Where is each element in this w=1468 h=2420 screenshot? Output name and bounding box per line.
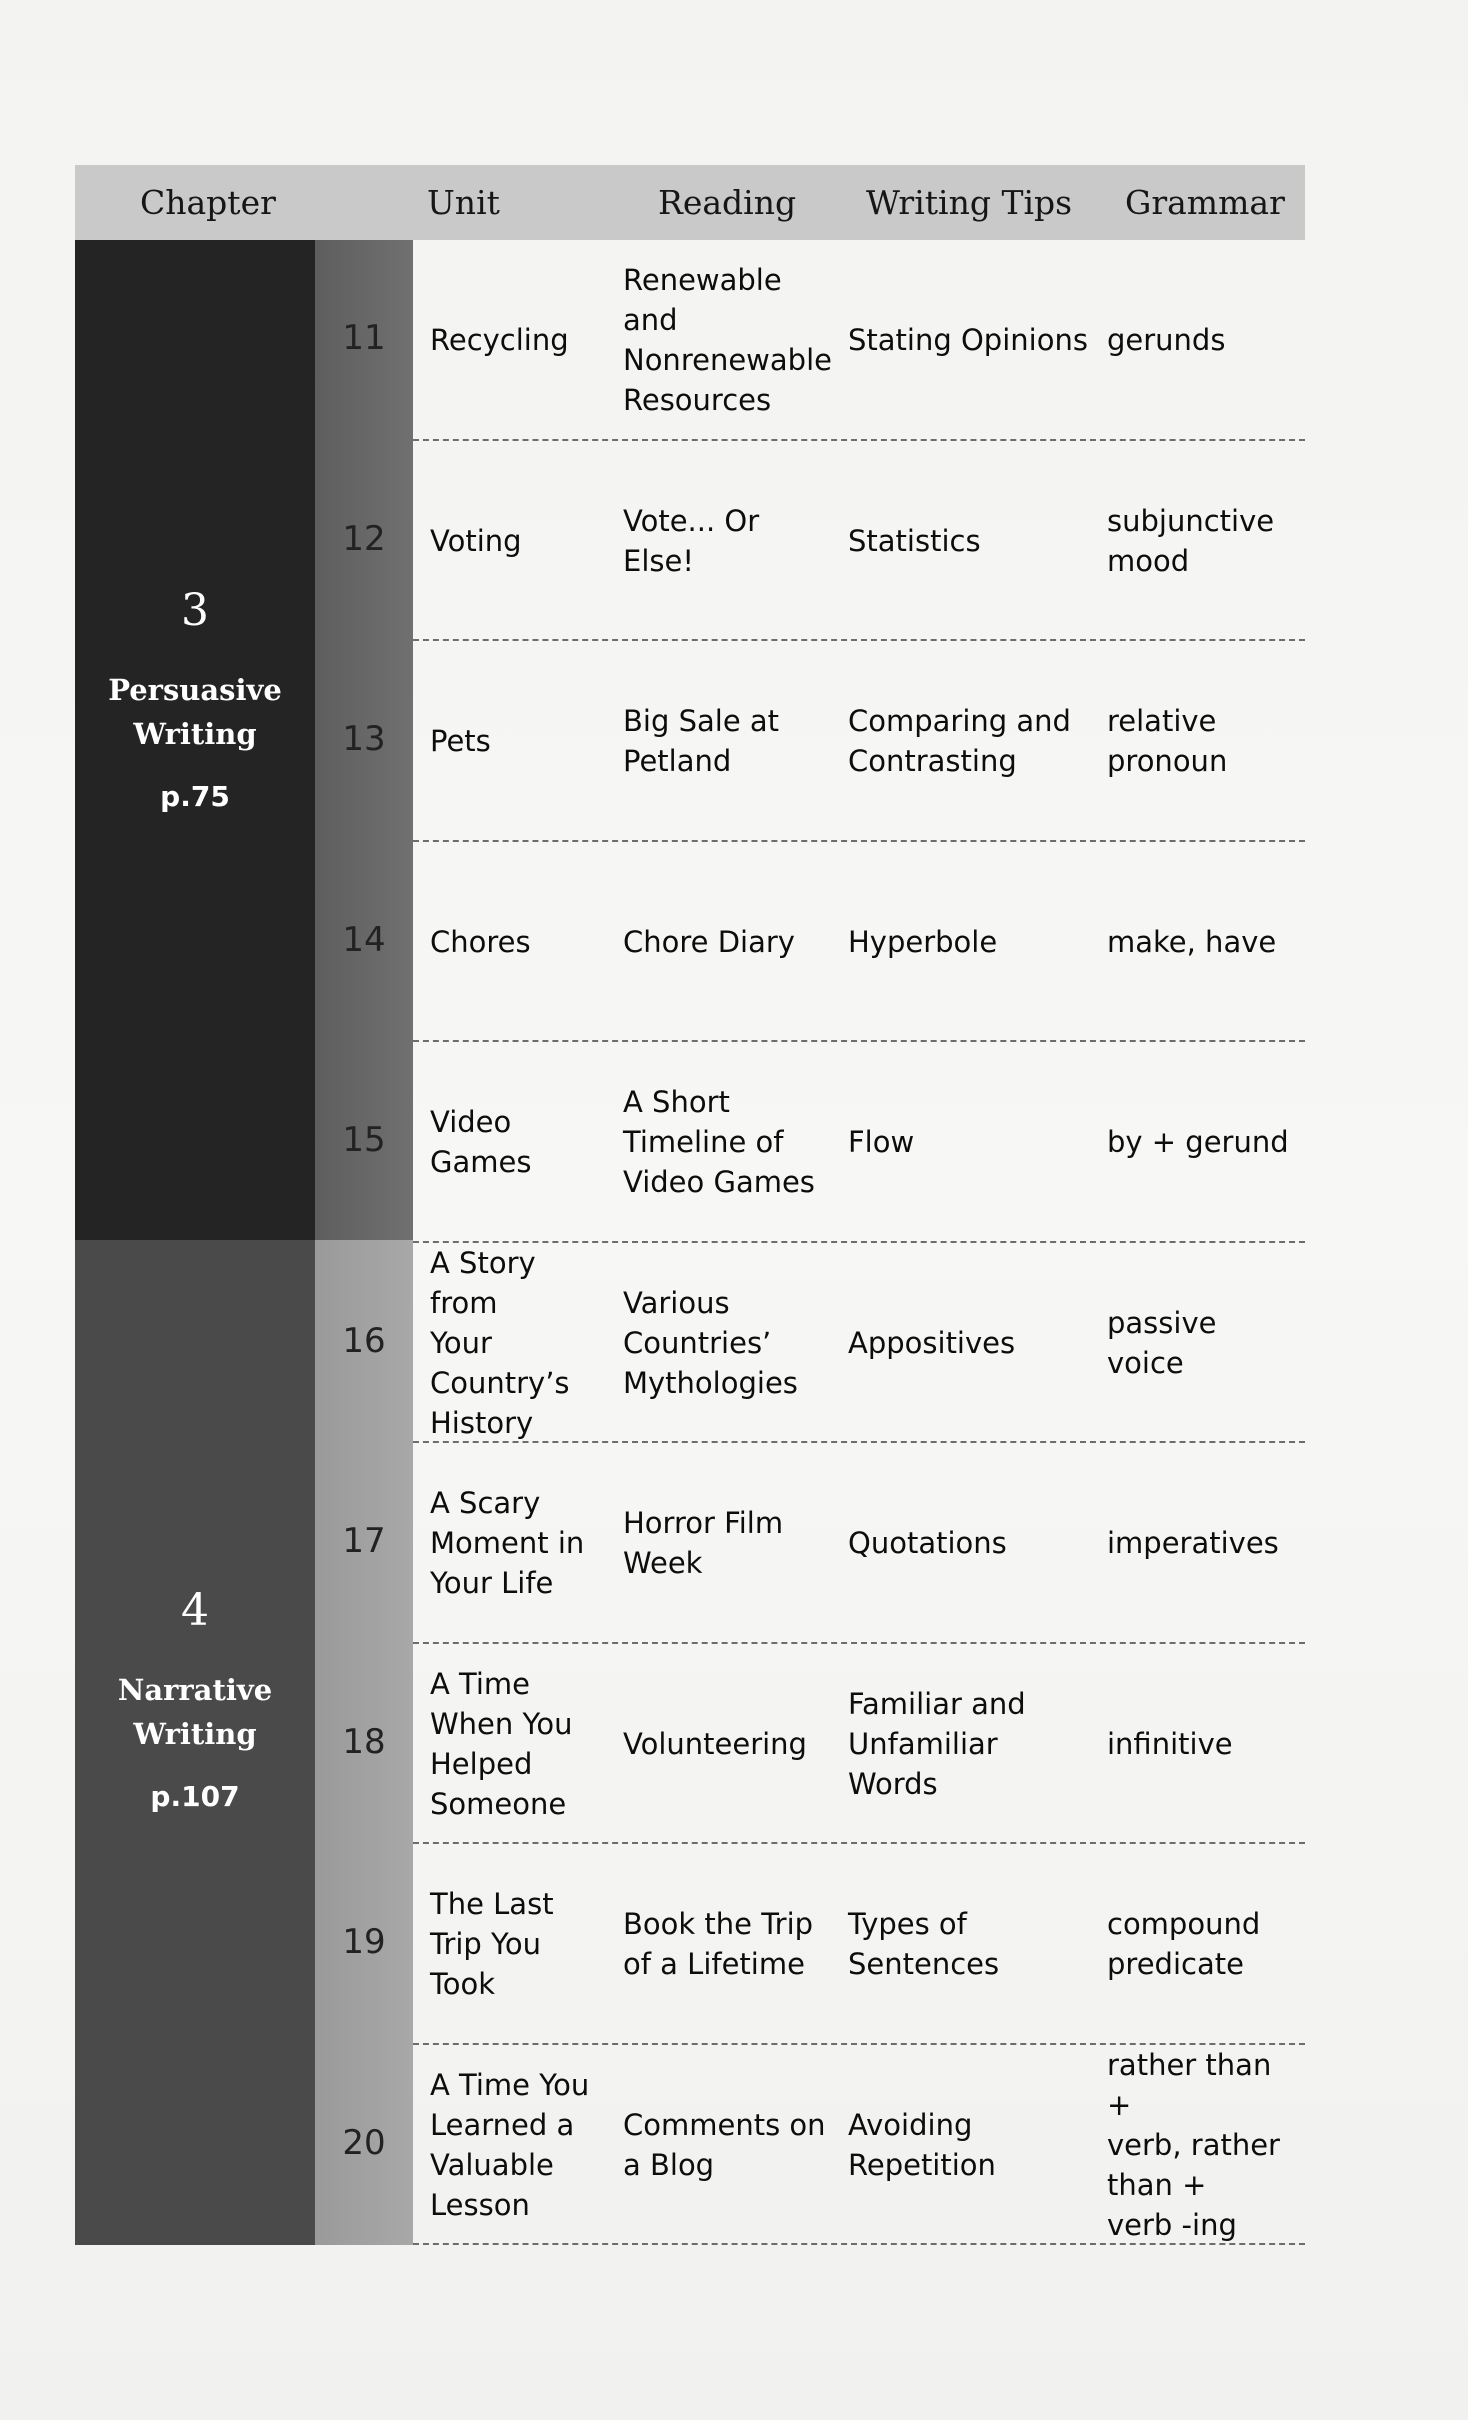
writing-tip [848,641,1088,842]
unit-number: 19 [342,1922,386,1963]
writing-tip-line: Comparing and [848,704,1071,739]
unit-title [430,1443,615,1644]
unit-title-line: Chores [430,924,531,959]
reading-title-line: a Blog [623,2147,715,2182]
unit-title-line: A Scary [430,1486,541,1521]
chapter-page: p.107 [150,1780,240,1813]
reading-title [623,641,833,842]
reading-title-line: of a Lifetime [623,1947,805,1982]
table-row [75,1243,1305,1444]
table-row [75,2045,1305,2246]
unit-title [430,1243,615,1444]
writing-tip-line: Repetition [848,2147,996,2182]
table-row [75,842,1305,1043]
reading-title [623,1644,833,1845]
header-chapter: Chapter [140,183,276,222]
unit-title-line: Took [430,1967,496,2002]
unit-title-line: A Story [430,1245,536,1280]
reading-title [623,1443,833,1644]
writing-tip-line: Quotations [848,1526,1007,1561]
writing-tip-line: Contrasting [848,744,1017,779]
unit-title-line: Your [430,1325,492,1360]
grammar-point-line: mood [1107,543,1190,578]
unit-title-line: Video [430,1105,512,1140]
reading-title-line: Mythologies [623,1365,798,1400]
table-row [75,441,1305,642]
writing-tip-line: Stating Opinions [848,323,1088,358]
reading-title [623,2045,833,2246]
unit-number: 14 [342,919,386,960]
table-row [75,1844,1305,2045]
writing-tip-line: Sentences [848,1947,1000,1982]
unit-title-line: The Last [430,1887,554,1922]
header-grammar: Grammar [1125,183,1285,222]
grammar-point [1107,1243,1302,1444]
unit-number: 13 [342,719,386,760]
header-unit: Unit [427,183,500,222]
unit-title [430,240,615,441]
unit-number: 12 [342,518,386,559]
grammar-point-line: imperatives [1107,1526,1279,1561]
writing-tip [848,842,1088,1043]
unit-title-line: Pets [430,724,491,759]
chapter-title-line1: Narrative [117,1673,273,1707]
reading-title-line: Timeline of [623,1125,784,1160]
unit-title [430,1042,615,1243]
reading-title-line: and [623,303,678,338]
unit-title-line: Trip You [430,1927,542,1962]
grammar-point [1107,240,1302,441]
writing-tip-line: Unfamiliar Words [848,1726,998,1801]
unit-title-line: Your Life [430,1566,554,1601]
reading-title [623,842,833,1043]
unit-number: 20 [342,2122,386,2163]
unit-title-line: A Time You [430,2067,590,2102]
grammar-point [1107,2045,1302,2246]
reading-title-line: Horror Film [623,1506,784,1541]
unit-title [430,2045,615,2246]
writing-tip [848,2045,1088,2246]
header-reading: Reading [658,183,797,222]
reading-title-line: A Short [623,1085,730,1120]
unit-title-line: Helped [430,1746,533,1781]
writing-tip [848,1243,1088,1444]
grammar-point-line: passive voice [1107,1305,1217,1380]
grammar-point [1107,1644,1302,1845]
header-writing-tips: Writing Tips [866,183,1073,222]
table-row [75,1443,1305,1644]
grammar-point-line: rather than + [1107,2047,1272,2122]
unit-title-line: Recycling [430,323,569,358]
reading-title-line: Petland [623,744,732,779]
reading-title-line: Video Games [623,1165,815,1200]
grammar-point-line: by + gerund [1107,1125,1289,1160]
table-of-contents [75,165,1305,2245]
reading-title-line: Renewable [623,263,782,298]
unit-title-line: from [430,1285,498,1320]
writing-tip [848,1844,1088,2045]
grammar-point-line: verb, rather [1107,2127,1280,2162]
reading-title [623,240,833,441]
reading-title-line: Various [623,1285,730,1320]
reading-title [623,1042,833,1243]
unit-title [430,1844,615,2045]
writing-tip-line: Hyperbole [848,924,998,959]
table-row [75,641,1305,842]
writing-tip-line: Flow [848,1125,915,1160]
table-row [75,240,1305,441]
writing-tip-line: Statistics [848,523,981,558]
unit-title-line: Voting [430,523,522,558]
reading-title [623,1844,833,2045]
writing-tip [848,1644,1088,1845]
writing-tip [848,441,1088,642]
unit-title [430,641,615,842]
grammar-point [1107,1042,1302,1243]
writing-tip [848,1443,1088,1644]
reading-title-line: Book the Trip [623,1907,814,1942]
writing-tip [848,240,1088,441]
unit-title-line: Lesson [430,2187,530,2222]
unit-title [430,842,615,1043]
reading-title-line: Week [623,1546,703,1581]
chapter-number: 4 [181,1585,209,1636]
unit-number: 15 [342,1120,386,1161]
chapter-title-line1: Persuasive [108,673,282,707]
unit-title-line: Learned a [430,2107,575,2142]
unit-title-line: When You [430,1706,573,1741]
grammar-point-line: predicate [1107,1947,1244,1982]
unit-title-line: Country’s [430,1365,570,1400]
grammar-point-line: subjunctive [1107,503,1275,538]
unit-number: 18 [342,1721,386,1762]
chapter-number: 3 [181,585,209,636]
grammar-point-line: pronoun [1107,744,1228,779]
unit-title-line: Valuable [430,2147,554,2182]
writing-tip-line: Types of [848,1907,967,1942]
reading-title-line: Countries’ [623,1325,772,1360]
unit-number: 11 [342,318,386,359]
unit-title-line: History [430,1405,534,1440]
unit-title [430,441,615,642]
unit-number: 16 [342,1320,386,1361]
unit-title-line: Someone [430,1786,567,1821]
writing-tip [848,1042,1088,1243]
reading-title-line: Vote... Or Else! [623,503,760,578]
unit-title-line: Moment in [430,1526,585,1561]
writing-tip-line: Appositives [848,1325,1016,1360]
reading-title-line: Volunteering [623,1726,807,1761]
grammar-point-line: verb -ing [1107,2207,1237,2242]
writing-tip-line: Familiar and [848,1686,1026,1721]
reading-title-line: Nonrenewable [623,343,832,378]
grammar-point-line: than + [1107,2167,1207,2202]
row-divider [413,2243,1305,2245]
chapter-page: p.75 [160,780,230,813]
table-row [75,1042,1305,1243]
reading-title-line: Big Sale at [623,704,780,739]
reading-title-line: Resources [623,383,772,418]
grammar-point [1107,1844,1302,2045]
reading-title-line: Comments on [623,2107,826,2142]
grammar-point [1107,641,1302,842]
grammar-point-line: compound [1107,1907,1261,1942]
grammar-point [1107,441,1302,642]
grammar-point-line: relative [1107,704,1217,739]
writing-tip-line: Avoiding [848,2107,973,2142]
chapter-title-line2: Writing [133,717,257,751]
reading-title-line: Chore Diary [623,924,795,959]
table-row [75,1644,1305,1845]
reading-title [623,441,833,642]
reading-title [623,1243,833,1444]
unit-title-line: A Time [430,1666,531,1701]
unit-title [430,1644,615,1845]
grammar-point [1107,1443,1302,1644]
unit-number: 17 [342,1521,386,1562]
table-header [75,165,1305,240]
unit-title-line: Games [430,1145,532,1180]
chapter-title-line2: Writing [133,1717,257,1751]
grammar-point-line: gerunds [1107,323,1226,358]
grammar-point [1107,842,1302,1043]
grammar-point-line: infinitive [1107,1726,1233,1761]
grammar-point-line: make, have [1107,924,1277,959]
